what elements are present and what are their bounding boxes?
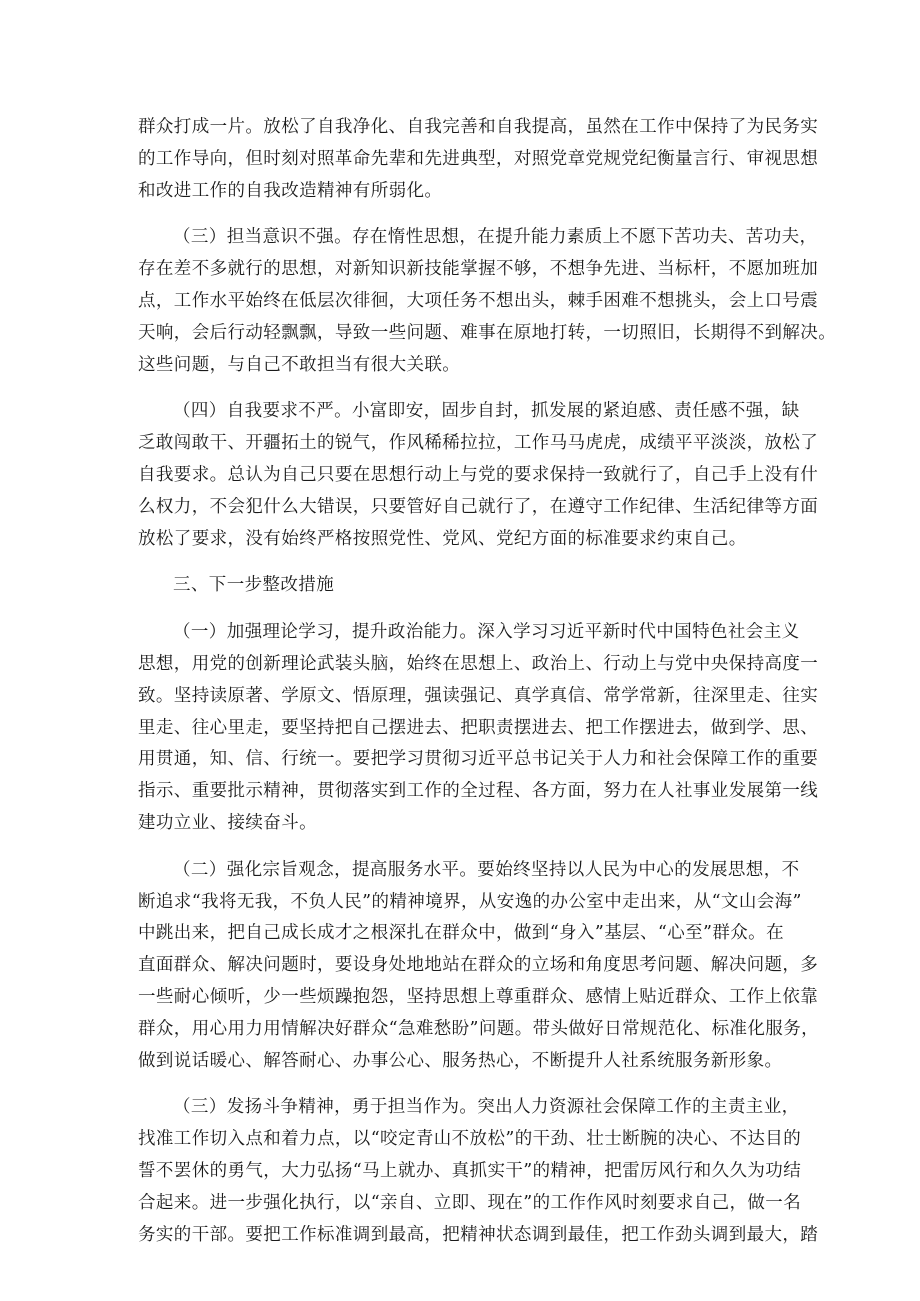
text-line: 做到说话暖心、解答耐心、办事公心、服务热心，不断提升人社系统服务新形象。 xyxy=(138,1050,783,1071)
text-line: 建功立业、接续奋斗。 xyxy=(138,812,317,833)
text-line: 自我要求。总认为自己只要在思想行动上与党的要求保持一致就行了，自己手上没有什 xyxy=(138,464,819,485)
text-line: 用贯通，知、信、行统一。要把学习贯彻习近平总书记关于人力和社会保障工作的重要 xyxy=(138,749,819,770)
text-line: 合起来。进一步强化执行，以“亲自、立即、现在”的工作作风时刻要求自己，做一名 xyxy=(138,1192,802,1213)
text-line: 思想，用党的创新理论武装头脑，始终在思想上、政治上、行动上与党中央保持高度一 xyxy=(138,653,819,674)
text-line: 乏敢闯敢干、开疆拓土的锐气，作风稀稀拉拉，工作马马虎虎，成绩平平淡淡，放松了 xyxy=(138,433,819,454)
text-line: 指示、重要批示精神，贯彻落实到工作的全过程、各方面，努力在人社事业发展第一线 xyxy=(138,781,819,802)
text-line: 中跳出来，把自己成长成才之根深扎在群众中，做到“身入”基层、“心至”群众。在 xyxy=(138,923,784,944)
paragraph-fighting-spirit xyxy=(138,1092,819,1251)
paragraph-self-discipline-lax xyxy=(138,396,819,555)
text-line: 群众打成一片。放松了自我净化、自我完善和自我提高，虽然在工作中保持了为民务实 xyxy=(138,117,819,137)
text-line: 存在差不多就行的思想，对新知识新技能掌握不够，不想争先进、当标杆，不愿加班加 xyxy=(138,259,819,280)
text-line: 找准工作切入点和着力点，以“咬定青山不放松”的干劲、壮士断腕的决心、不达目的 xyxy=(138,1129,802,1150)
paragraph-responsibility-weak xyxy=(138,222,837,381)
paragraph-service-purpose xyxy=(138,855,819,1078)
text-line: （三）担当意识不强。存在惰性思想，在提升能力素质上不愿下苦功夫、苦功夫， xyxy=(173,227,818,248)
text-line: （四）自我要求不严。小富即安，固步自封，抓发展的紧迫感、责任感不强，缺 xyxy=(173,401,800,422)
text-line: 这些问题，与自己不敢担当有很大关联。 xyxy=(138,354,461,375)
text-line: 的工作导向，但时刻对照革命先辈和先进典型，对照党章党规党纪衡量言行、审视思想 xyxy=(138,148,819,169)
text-line: 断追求“我将无我，不负人民”的精神境界，从安逸的办公室中走出来，从“文山会海” xyxy=(138,891,802,912)
section-heading-next-steps xyxy=(138,570,800,602)
text-line: 和改进工作的自我改造精神有所弱化。 xyxy=(138,180,443,201)
paragraph-serving-masses xyxy=(138,112,819,207)
text-line: （二）强化宗旨观念，提高服务水平。要始终坚持以人民为中心的发展思想，不 xyxy=(173,859,800,880)
text-line: 一些耐心倾听，少一些烦躁抱怨，坚持思想上尊重群众、感情上贴近群众、工作上依靠 xyxy=(138,986,819,1007)
text-line: 天响，会后行动轻飘飘，导致一些问题、难事在原地打转，一切照旧，长期得不到解决。 xyxy=(138,322,837,343)
text-line: 致。坚持读原著、学原文、悟原理，强读强记、真学真信、常学常新，往深里走、往实 xyxy=(138,685,819,706)
text-line: 么权力，不会犯什么大错误，只要管好自己就行了，在遵守工作纪律、生活纪律等方面 xyxy=(138,496,819,517)
text-line: （一）加强理论学习，提升政治能力。深入学习习近平新时代中国特色社会主义 xyxy=(173,622,800,643)
text-line: 群众，用心用力用情解决好群众“急难愁盼”问题。带头做好日常规范化、标准化服务， xyxy=(138,1018,819,1039)
text-line: 誓不罢休的勇气，大力弘扬“马上就办、真抓实干”的精神，把雷厉风行和久久为功结 xyxy=(138,1160,802,1181)
text-line: 放松了要求，没有始终严格按照党性、党风、党纪方面的标准要求约束自己。 xyxy=(138,528,747,549)
text-line: 点，工作水平始终在低层次徘徊，大项任务不想出头，棘手困难不想挑头，会上口号震 xyxy=(138,290,819,311)
text-line: 里走、往心里走，要坚持把自己摆进去、把职责摆进去、把工作摆进去，做到学、思、 xyxy=(138,717,819,738)
text-line: （三）发扬斗争精神，勇于担当作为。突出人力资源社会保障工作的主责主业， xyxy=(173,1097,800,1118)
text-line: 直面群众、解决问题时，要设身处地地站在群众的立场和角度思考问题、解决问题，多 xyxy=(138,955,819,976)
section-heading: 三、下一步整改措施 xyxy=(173,575,335,596)
document-page xyxy=(138,112,837,1266)
paragraph-theory-study xyxy=(138,617,819,840)
text-line: 务实的干部。要把工作标准调到最高，把精神状态调到最佳，把工作劲头调到最大，踏 xyxy=(138,1224,819,1245)
